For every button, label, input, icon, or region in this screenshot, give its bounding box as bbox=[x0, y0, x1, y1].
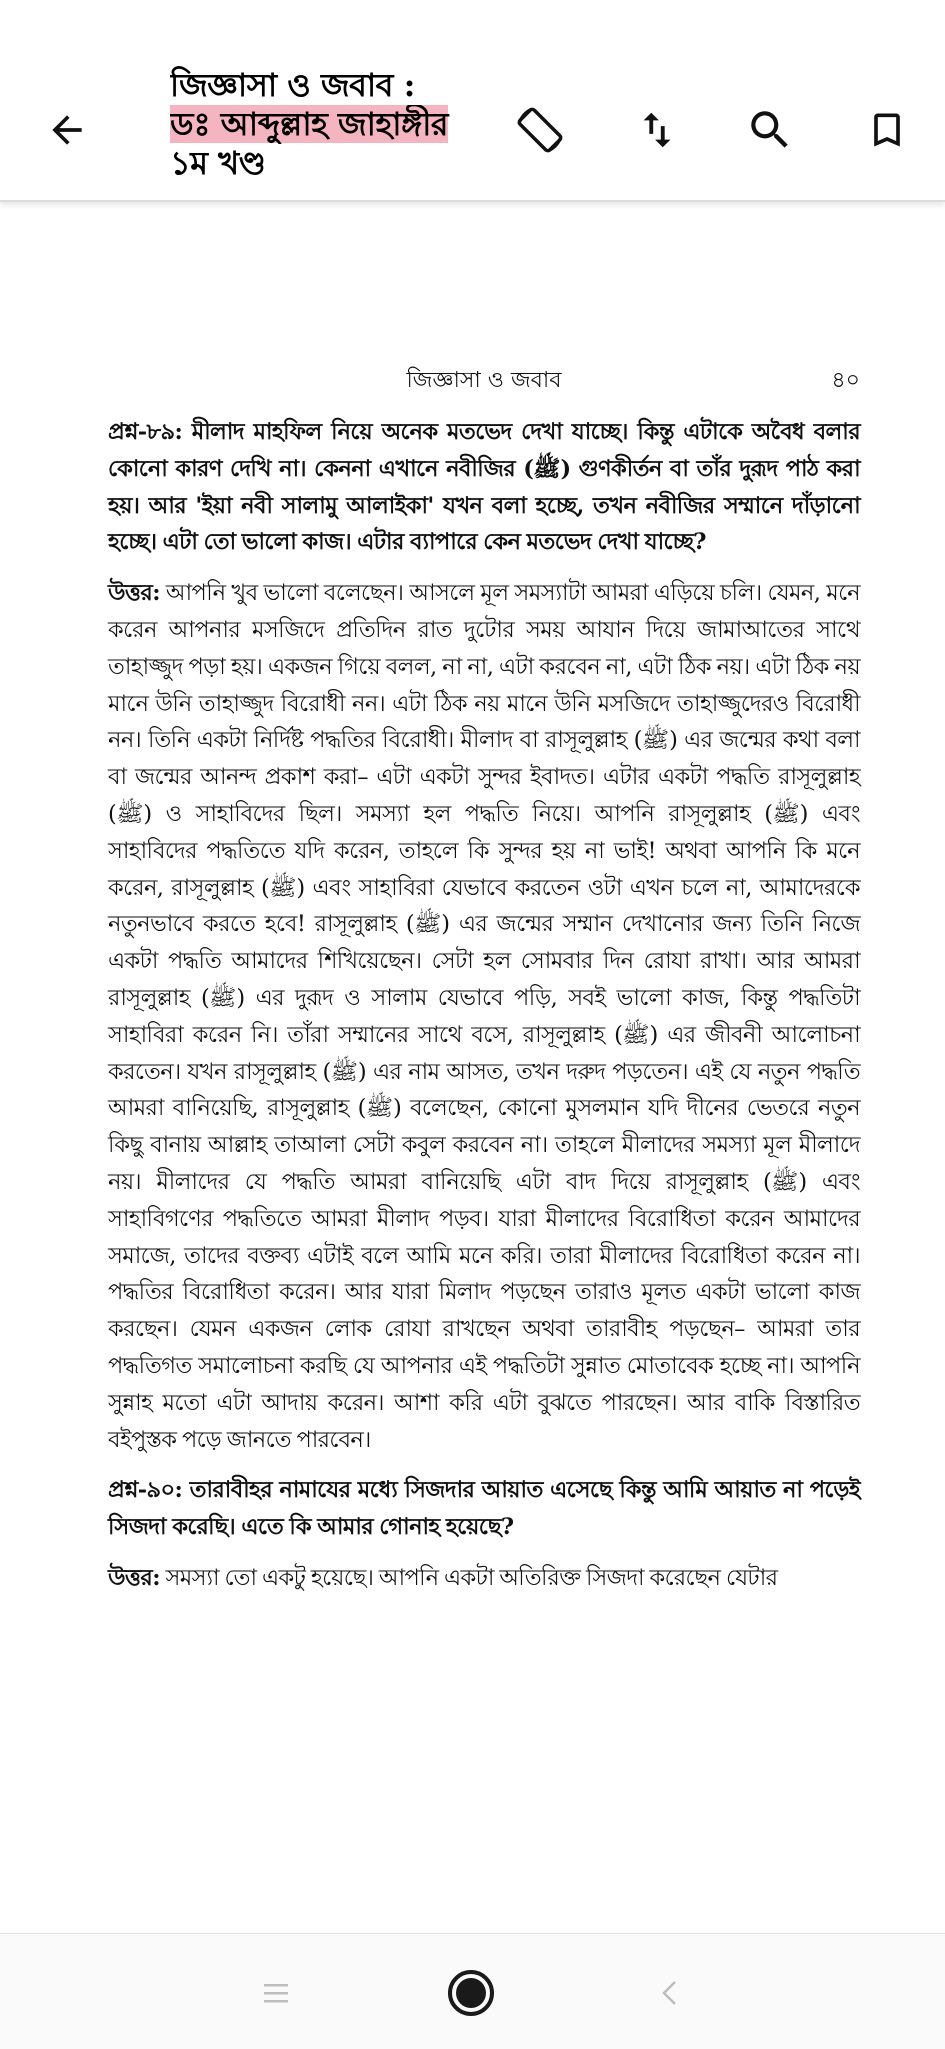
screen-rotate-icon bbox=[510, 100, 570, 160]
bookmark-icon bbox=[865, 106, 909, 154]
scroll-direction-button[interactable] bbox=[622, 95, 692, 165]
menu-icon bbox=[261, 1978, 291, 2008]
running-title: জিজ্ঞাসা ও জবাব bbox=[406, 368, 562, 393]
answer-90 bbox=[108, 1560, 860, 1597]
title-highlight: ডঃ আব্দুল্লাহ জাহাঙ্গীর bbox=[170, 105, 449, 143]
system-navigation-bar bbox=[0, 1933, 945, 2049]
answer-text: সমস্যা তো একটু হয়েছে। আপনি একটা অতিরিক্ত সিজদা করেছেন যেটার bbox=[165, 1564, 778, 1591]
bookmark-button[interactable] bbox=[852, 95, 922, 165]
home-button[interactable] bbox=[436, 1958, 506, 2028]
swap-vertical-icon bbox=[634, 107, 680, 153]
answer-label: উত্তর: bbox=[108, 1564, 160, 1591]
answer-89 bbox=[108, 575, 860, 1458]
system-back-button[interactable] bbox=[636, 1958, 706, 2028]
answer-label: উত্তর: bbox=[108, 580, 160, 607]
answer-text: আপনি খুব ভালো বলেছেন। আসলে মূল সমস্যাটা আমরা এড়িয়ে চলি। যেমন, মনে করেন আপনার মসজিদে প্রতিদিন রাত দুটোর সময় আযান দিয়ে জামাআতের সাথে তাহাজ্জুদ পড়া হয়। একজন গিয়ে বলল, না না, এটা করবেন না, এটা ঠিক নয়। এটা ঠিক নয় মানে উনি তাহাজ্জুদ বিরোধী নন। এটা ঠিক নয় মানে উনি মসজিদে তাহাজ্জুদেরও বিরোধী নন। তিনি একটা নির্দিষ্ট পদ্ধতির বিরোধী। মীলাদ বা রাসূলুল্লাহ (ﷺ) এর জন্মের কথা বলা বা জন্মের আনন্দ প্রকাশ করা– এটা একটা সুন্দর ইবাদত। এটার একটা পদ্ধতি রাসূলুল্লাহ (ﷺ) ও সাহাবিদের ছিল। সমস্যা হল পদ্ধতি নিয়ে। আপনি রাসূলুল্লাহ (ﷺ) এবং সাহাবিদের পদ্ধতিতে যদি করেন, তাহলে কি সুন্দর হয় না ভাই! অথবা আপনি কি মনে করেন, রাসূলুল্লাহ (ﷺ) এবং সাহাবিরা যেভাবে করতেন ওটা এখন চলে না, আমাদেরকে নতুনভাবে করতে হবে! রাসূলুল্লাহ (ﷺ) এর জন্মের সম্মান দেখানোর জন্য তিনি নিজে একটা পদ্ধতি আমাদের শিখিয়েছেন। সেটা হল সোমবার দিন রোযা রাখা। আর আমরা রাসূলুল্লাহ (ﷺ) এর দুরূদ ও সালাম যেভাবে পড়ি, সবই ভালো কাজ, কিন্তু পদ্ধতিটা সাহাবিরা করেন নি। তাঁরা সম্মানের সাথে বসে, রাসূলুল্লাহ (ﷺ) এর জীবনী আলোচনা করতেন। যখন রাসূলুল্লাহ (ﷺ) এর নাম আসত, তখন দরুদ পড়তেন। এই যে নতুন পদ্ধতি আমরা বানিয়েছি, রাসূলুল্লাহ (ﷺ) বলেছেন, কোনো মুসলমান যদি দীনের ভেতরে নতুন কিছু বানায় আল্লাহ তাআলা সেটা কবুল করবেন না। তাহলে মীলাদের সমস্যা মূল মীলাদে নয়। মীলাদের যে পদ্ধতি আমরা বানিয়েছি এটা বাদ দিয়ে রাসূলুল্লাহ (ﷺ) এবং সাহাবিগণের পদ্ধতিতে আমরা মীলাদ পড়ব। যারা মীলাদের বিরোধিতা করেন আমাদের সমাজে, তাদের বক্তব্য এটাই বলে আমি মনে করি। তারা মীলাদের বিরোধিতা করেন না। পদ্ধতির বিরোধিতা করেন। আর যারা মিলাদ পড়ছেন তারাও মূলত একটা ভালো কাজ করছেন। যেমন একজন লোক রোযা রাখছেন অথবা তারাবীহ পড়ছেন– আমরা তার পদ্ধতিগত সমালোচনা করছি যে আপনার এই পদ্ধতিটা সুন্নাত মোতাবেক হচ্ছে না। আপনি সুন্নাহ মতো এটা আদায় করেন। আশা করি এটা বুঝতে পারছেন। আর বাকি বিস্তারিত বইপুস্তক পড়ে জানতে পারবেন। bbox=[108, 580, 860, 1453]
document-title bbox=[170, 66, 490, 183]
rotate-screen-button[interactable] bbox=[505, 95, 575, 165]
page-header bbox=[108, 363, 860, 399]
back-chevron-icon bbox=[656, 1978, 686, 2008]
document-title-line-1: জিজ্ঞাসা ও জবাব : bbox=[170, 66, 415, 104]
page-number: ৪০ bbox=[831, 368, 860, 393]
question-90: প্রশ্ন-৯০: তারাবীহর নামাযের মধ্যে সিজদার আয়াত এসেছে কিন্তু আমি আয়াত না পড়েই সিজদা করেছি। এতে কি আমার গোনাহ হয়েছে? bbox=[108, 1477, 860, 1541]
question-89: প্রশ্ন-৮৯: মীলাদ মাহফিল নিয়ে অনেক মতভেদ দেখা যাচ্ছে। কিন্তু এটাকে অবৈধ বলার কোনো কারণ দেখি না। কেননা এখানে নবীজির (ﷺ) গুণকীর্তন বা তাঁর দুরূদ পাঠ করা হয়। আর 'ইয়া নবী সালামু আলাইকা' যখন বলা হচ্ছে, তখন নবীজির সম্মানে দাঁড়ানো হচ্ছে। এটা তো ভালো কাজ। এটার ব্যাপারে কেন মতভেদ দেখা যাচ্ছে? bbox=[108, 419, 860, 556]
search-button[interactable] bbox=[735, 95, 805, 165]
search-icon bbox=[745, 105, 795, 155]
document-title-line-2 bbox=[170, 105, 490, 144]
page-content bbox=[108, 414, 860, 1611]
back-arrow-icon bbox=[45, 108, 89, 152]
recent-apps-button[interactable] bbox=[241, 1958, 311, 2028]
reader-toolbar bbox=[0, 0, 945, 202]
back-button[interactable] bbox=[32, 95, 102, 165]
document-title-line-3: ১ম খণ্ড bbox=[170, 144, 266, 182]
home-circle-icon bbox=[446, 1968, 496, 2018]
